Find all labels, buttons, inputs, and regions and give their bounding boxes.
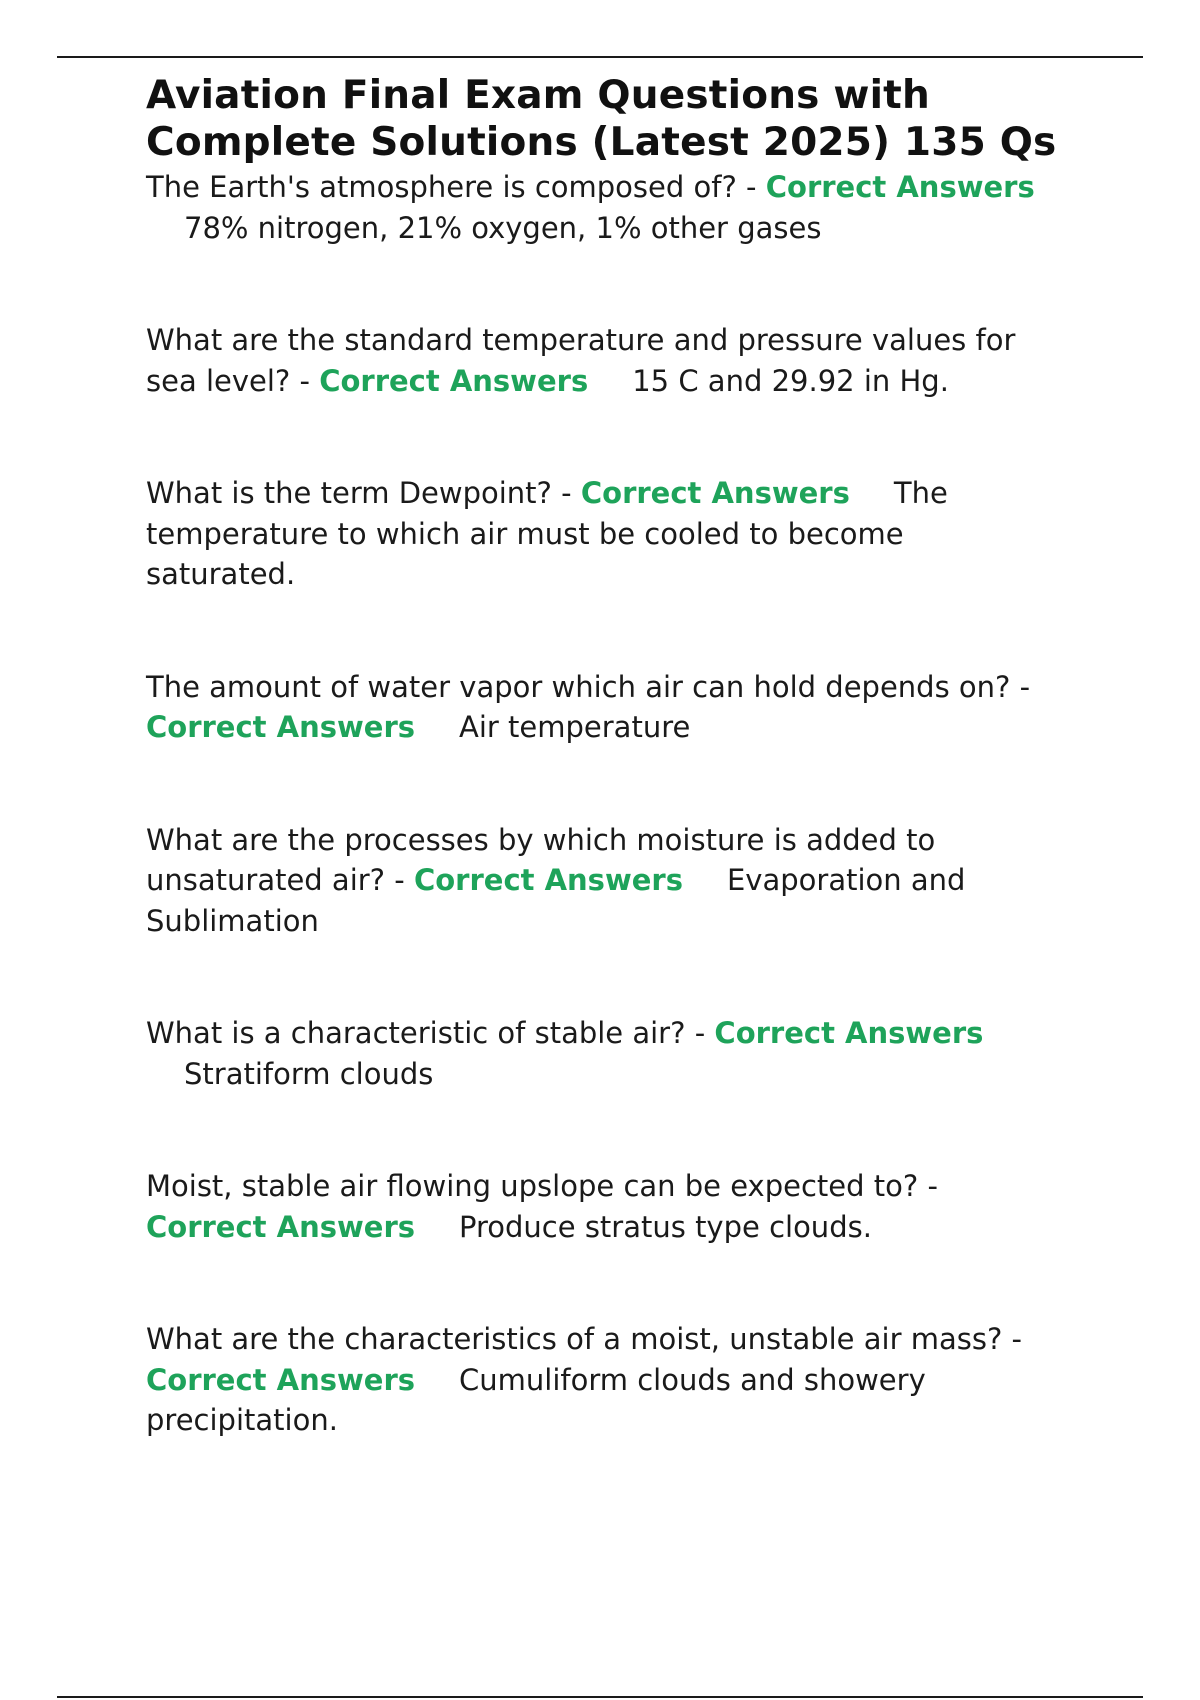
answer-text: Produce stratus type clouds.: [459, 1209, 872, 1244]
correct-answers-label: Correct Answers: [146, 1362, 416, 1397]
question-text: What are the characteristics of a moist, unstable air mass? -: [146, 1322, 1023, 1356]
question-text: What are the standard temperature and pressure values for: [146, 323, 1016, 357]
answer-text: Air temperature: [459, 710, 691, 744]
question-text: sea level? -: [146, 363, 310, 398]
qa-item-2: [146, 320, 1086, 401]
qa-item-5: [146, 820, 1086, 942]
answer-text: Evaporation and: [726, 863, 966, 897]
answer-text: temperature to which air must be cooled to become: [146, 516, 904, 551]
question-text: The Earth's atmosphere is composed of? -: [146, 170, 757, 204]
bottom-rule: [57, 1696, 1143, 1698]
question-text: What is a characteristic of stable air? -: [146, 1016, 706, 1050]
qa-item-8: [146, 1319, 1086, 1441]
question-text: The amount of water vapor which air can hold depends on? -: [146, 669, 1031, 704]
question-text: Moist, stable air flowing upslope can be expected to? -: [146, 1169, 938, 1203]
qa-item-6: [146, 1013, 1086, 1094]
answer-text: Sublimation: [146, 903, 319, 938]
top-rule: [57, 56, 1143, 58]
question-text: What is the term Dewpoint? -: [146, 476, 572, 510]
answer-text: precipitation.: [146, 1403, 338, 1437]
document-body: [146, 72, 1086, 1441]
answer-text: Cumuliform clouds and showery: [459, 1362, 926, 1397]
qa-item-3: [146, 473, 1086, 595]
page-title: [146, 72, 1086, 166]
answer-text: 78% nitrogen, 21% oxygen, 1% other gases: [184, 210, 822, 245]
correct-answers-label: Correct Answers: [413, 863, 683, 897]
qa-item-4: [146, 667, 1086, 748]
answer-text: The: [893, 476, 948, 510]
question-text: What are the processes by which moisture is added to: [146, 822, 936, 857]
qa-item-7: [146, 1166, 1086, 1247]
correct-answers-label: Correct Answers: [319, 363, 589, 398]
question-text: unsaturated air? -: [146, 863, 405, 897]
correct-answers-label: Correct Answers: [580, 476, 850, 510]
answer-text: saturated.: [146, 557, 296, 591]
title-line-2: Complete Solutions (Latest 2025) 135 Qs: [146, 120, 1057, 165]
title-line-1: Aviation Final Exam Questions with: [146, 73, 930, 118]
answer-text: 15 C and 29.92 in Hg.: [632, 363, 949, 398]
correct-answers-label: Correct Answers: [146, 710, 416, 744]
correct-answers-label: Correct Answers: [146, 1209, 416, 1244]
answer-text: Stratiform clouds: [184, 1056, 434, 1091]
correct-answers-label: Correct Answers: [765, 170, 1035, 204]
qa-item-1: [146, 167, 1086, 248]
correct-answers-label: Correct Answers: [714, 1016, 984, 1050]
